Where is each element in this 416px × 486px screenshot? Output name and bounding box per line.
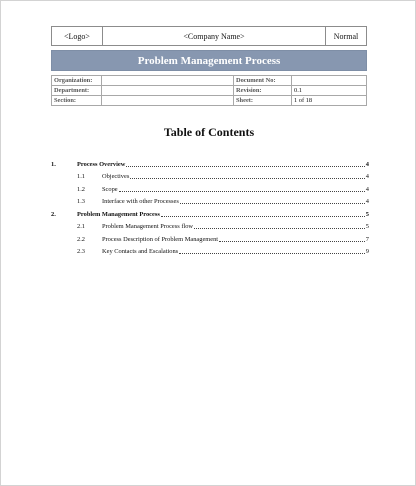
toc-title: Problem Management Process flow [102,223,194,230]
toc-entry[interactable] [51,220,369,233]
toc-page-number: 5 [365,210,369,218]
toc-heading: Table of Contents [163,125,255,139]
document-header [51,26,367,46]
toc-title: Key Contacts and Escalations [102,248,179,255]
toc-title: Interface with other Processes [102,198,179,205]
dot-leader [179,252,365,254]
toc-entry[interactable] [51,157,369,170]
toc-page-number: 7 [365,235,369,243]
department-value [102,86,234,96]
document-no-label: Document No: [234,76,292,86]
dot-leader [194,227,365,229]
toc-entry[interactable] [51,207,369,220]
toc-number: 1.1 [77,173,85,180]
dot-leader [180,202,365,204]
info-row [52,76,367,86]
dot-leader [161,215,365,217]
dot-leader [219,240,365,242]
toc-page-number: 9 [365,248,369,255]
toc-title: Problem Management Process [77,210,160,218]
toc-entry[interactable] [51,232,369,245]
organization-value [102,76,234,86]
toc-title: Process Overview [77,160,126,168]
toc-page-number: 4 [365,173,369,180]
toc-entry[interactable] [51,170,369,183]
toc-title: Scope [102,185,118,193]
department-label: Department: [52,86,102,96]
toc-number: 2.3 [77,248,85,255]
toc-page-number: 4 [365,198,369,205]
toc-entry[interactable] [51,245,369,258]
company-name: <Company Name> [103,27,326,45]
toc-number: 1. [51,160,56,168]
revision-label: Revision: [234,86,292,96]
toc-page-number: 4 [365,160,369,168]
info-row [52,86,367,96]
section-value [102,96,234,106]
status-label: Normal [333,31,359,41]
toc-page-number: 4 [365,185,369,193]
sheet-label: Sheet: [234,96,292,106]
document-info-table [51,75,367,106]
toc-number: 1.3 [77,198,85,205]
sheet-value: 1 of 18 [292,96,367,106]
info-row [52,96,367,106]
section-label: Section: [52,96,102,106]
table-of-contents [51,157,369,257]
dot-leader [130,177,364,179]
document-no-value [292,76,367,86]
toc-title: Objectives [102,173,130,180]
toc-title: Process Description of Problem Management [102,235,219,243]
toc-number: 1.2 [77,185,85,193]
revision-value: 0.1 [292,86,367,96]
toc-number: 2.2 [77,235,85,243]
organization-label: Organization: [52,76,102,86]
toc-number: 2.1 [77,223,85,230]
toc-number: 2. [51,210,56,218]
toc-page-number: 5 [365,223,369,230]
dot-leader [119,190,365,192]
toc-entry[interactable] [51,195,369,208]
dot-leader [126,165,364,167]
logo-placeholder: <Logo> [52,27,103,45]
toc-entry[interactable] [51,182,369,195]
document-title: Problem Management Process [51,50,367,71]
